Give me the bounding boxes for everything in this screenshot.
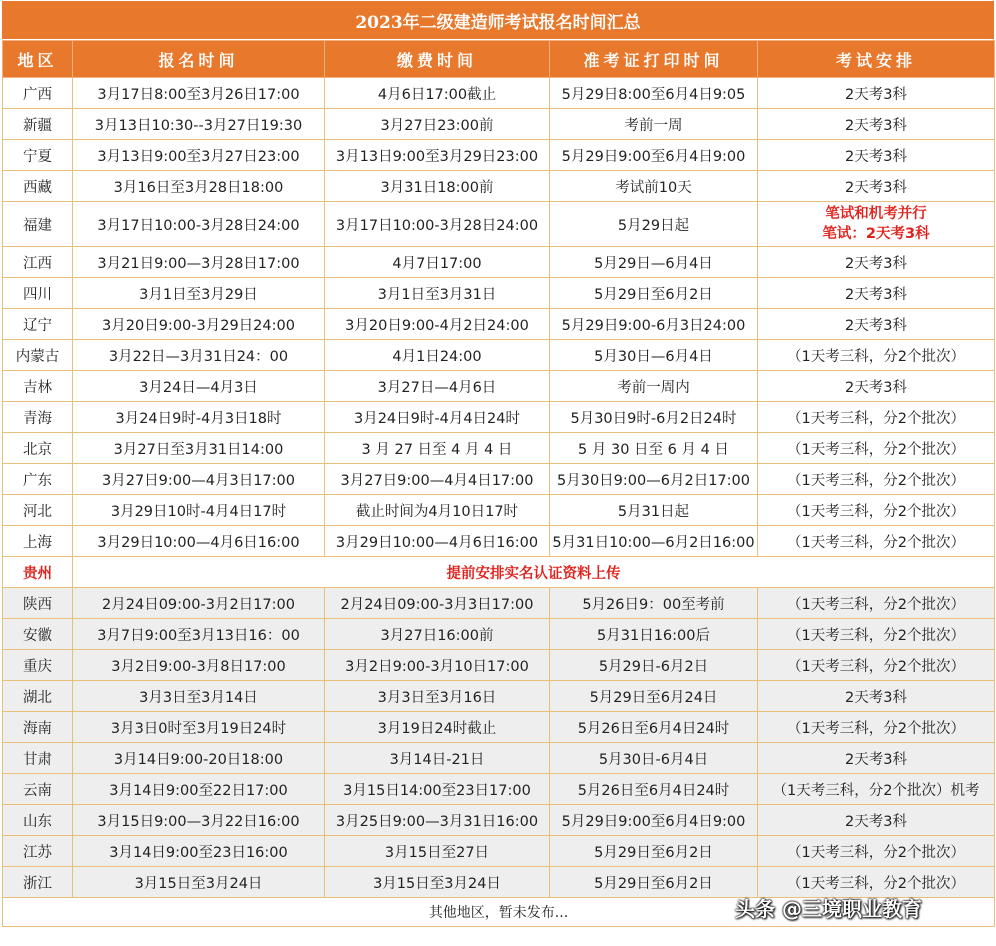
registration-cell: 3月15日至3月24日 <box>73 867 325 898</box>
registration-cell: 3月29日10时-4月4日17时 <box>73 495 325 526</box>
payment-cell: 3月2日9:00-3月10日17:00 <box>325 650 550 681</box>
ticket-cell: 5月29日9:00至6月4日9:00 <box>550 140 758 171</box>
table-row <box>3 526 995 557</box>
region-cell: 江苏 <box>3 836 73 867</box>
registration-cell: 3月14日9:00至23日16:00 <box>73 836 325 867</box>
registration-cell: 3月14日9:00至22日17:00 <box>73 774 325 805</box>
table-row <box>3 278 995 309</box>
ticket-cell: 5月29日至6月24日 <box>550 681 758 712</box>
table-row <box>3 433 995 464</box>
payment-cell: 3月14日-21日 <box>325 743 550 774</box>
region-cell: 江西 <box>3 247 73 278</box>
ticket-cell: 考试前10天 <box>550 171 758 202</box>
region-cell: 新疆 <box>3 109 73 140</box>
ticket-cell: 5月31日10:00—6月2日16:00 <box>550 526 758 557</box>
ticket-cell: 5月31日起 <box>550 495 758 526</box>
table-row <box>3 836 995 867</box>
region-cell: 广东 <box>3 464 73 495</box>
region-cell: 陕西 <box>3 588 73 619</box>
exam-cell: 2天考3科 <box>758 78 995 109</box>
table-row <box>3 109 995 140</box>
payment-cell: 4月1日24:00 <box>325 340 550 371</box>
table-row <box>3 588 995 619</box>
table-row <box>3 495 995 526</box>
payment-cell: 3月1日至3月31日 <box>325 278 550 309</box>
registration-cell: 3月1日至3月29日 <box>73 278 325 309</box>
exam-cell: 2天考3科 <box>758 109 995 140</box>
exam-cell: （1天考三科，分2个批次） <box>758 619 995 650</box>
registration-cell: 3月2日9:00-3月8日17:00 <box>73 650 325 681</box>
table-row <box>3 402 995 433</box>
region-cell: 河北 <box>3 495 73 526</box>
exam-cell: 2天考3科 <box>758 171 995 202</box>
exam-cell: 2天考3科 <box>758 247 995 278</box>
registration-cell: 3月7日9:00至3月13日16：00 <box>73 619 325 650</box>
table-row <box>3 78 995 109</box>
table-title: 2023年二级建造师考试报名时间汇总 <box>2 1 994 39</box>
payment-cell: 3月20日9:00-4月2日24:00 <box>325 309 550 340</box>
table-row <box>3 140 995 171</box>
ticket-cell: 5月29日9:00至6月4日9:00 <box>550 805 758 836</box>
registration-cell: 2月24日09:00-3月2日17:00 <box>73 588 325 619</box>
payment-cell: 3 月 27 日至 4 月 4 日 <box>325 433 550 464</box>
header-registration: 报名时间 <box>73 41 325 78</box>
registration-cell: 3月15日9:00—3月22日16:00 <box>73 805 325 836</box>
notice-cell: 提前安排实名认证资料上传 <box>73 557 995 588</box>
region-cell: 福建 <box>3 202 73 247</box>
region-cell: 重庆 <box>3 650 73 681</box>
region-cell: 山东 <box>3 805 73 836</box>
region-cell: 湖北 <box>3 681 73 712</box>
table-row <box>3 774 995 805</box>
exam-cell: （1天考三科，分2个批次） <box>758 588 995 619</box>
exam-cell: （1天考三科，分2个批次） <box>758 867 995 898</box>
ticket-cell: 5月31日16:00后 <box>550 619 758 650</box>
exam-cell: （1天考三科，分2个批次）机考 <box>758 774 995 805</box>
table-row <box>3 371 995 402</box>
registration-cell: 3月13日10:30--3月27日19:30 <box>73 109 325 140</box>
ticket-cell: 5月29日8:00至6月4日9:05 <box>550 78 758 109</box>
region-cell: 吉林 <box>3 371 73 402</box>
table-row <box>3 464 995 495</box>
region-cell: 安徽 <box>3 619 73 650</box>
ticket-cell: 5月29日起 <box>550 202 758 247</box>
exam-cell: （1天考三科，分2个批次） <box>758 712 995 743</box>
ticket-cell: 5月30日9时-6月2日24时 <box>550 402 758 433</box>
table-row <box>3 171 995 202</box>
ticket-cell: 5月29日-6月2日 <box>550 650 758 681</box>
payment-cell: 3月31日18:00前 <box>325 171 550 202</box>
payment-cell: 2月24日09:00-3月3日17:00 <box>325 588 550 619</box>
region-cell: 辽宁 <box>3 309 73 340</box>
region-cell: 浙江 <box>3 867 73 898</box>
exam-cell: （1天考三科，分2个批次） <box>758 495 995 526</box>
exam-cell: 2天考3科 <box>758 278 995 309</box>
payment-cell: 截止时间为4月10日17时 <box>325 495 550 526</box>
registration-cell: 3月29日10:00—4月6日16:00 <box>73 526 325 557</box>
exam-cell: 2天考3科 <box>758 805 995 836</box>
exam-cell: （1天考三科，分2个批次） <box>758 526 995 557</box>
payment-cell: 3月3日至3月16日 <box>325 681 550 712</box>
registration-cell: 3月3日至3月14日 <box>73 681 325 712</box>
table-row <box>3 340 995 371</box>
table-row <box>3 202 995 247</box>
registration-cell: 3月27日至3月31日14:00 <box>73 433 325 464</box>
payment-cell: 3月15日14:00至23日17:00 <box>325 774 550 805</box>
table-row <box>3 650 995 681</box>
exam-cell: 2天考3科 <box>758 309 995 340</box>
table-row <box>3 743 995 774</box>
region-cell: 青海 <box>3 402 73 433</box>
payment-cell: 3月15日至27日 <box>325 836 550 867</box>
registration-cell: 3月24日—4月3日 <box>73 371 325 402</box>
notice-row <box>3 557 995 588</box>
exam-cell: 2天考3科 <box>758 140 995 171</box>
registration-cell: 3月13日9:00至3月27日23:00 <box>73 140 325 171</box>
header-region: 地区 <box>3 41 73 78</box>
region-cell: 海南 <box>3 712 73 743</box>
ticket-cell: 5月29日至6月2日 <box>550 836 758 867</box>
exam-cell: 2天考3科 <box>758 743 995 774</box>
exam-cell: （1天考三科，分2个批次） <box>758 402 995 433</box>
region-cell: 北京 <box>3 433 73 464</box>
exam-cell: 2天考3科 <box>758 681 995 712</box>
registration-cell: 3月17日8:00至3月26日17:00 <box>73 78 325 109</box>
payment-cell: 3月25日9:00—3月31日16:00 <box>325 805 550 836</box>
region-cell: 内蒙古 <box>3 340 73 371</box>
payment-cell: 3月27日9:00—4月4日17:00 <box>325 464 550 495</box>
region-cell: 广西 <box>3 78 73 109</box>
table-row <box>3 712 995 743</box>
ticket-cell: 5月30日9:00—6月2日17:00 <box>550 464 758 495</box>
table-row <box>3 247 995 278</box>
payment-cell: 3月27日23:00前 <box>325 109 550 140</box>
region-cell: 四川 <box>3 278 73 309</box>
payment-cell: 3月17日10:00-3月28日24:00 <box>325 202 550 247</box>
table-row <box>3 619 995 650</box>
exam-note-line: 笔试：2天考3科 <box>822 226 930 242</box>
ticket-cell: 5月26日9：00至考前 <box>550 588 758 619</box>
header-payment: 缴费时间 <box>325 41 550 78</box>
registration-cell: 3月14日9:00-20日18:00 <box>73 743 325 774</box>
payment-cell: 3月13日9:00至3月29日23:00 <box>325 140 550 171</box>
ticket-cell: 5 月 30 日至 6 月 4 日 <box>550 433 758 464</box>
payment-cell: 3月19日24时截止 <box>325 712 550 743</box>
registration-cell: 3月20日9:00-3月29日24:00 <box>73 309 325 340</box>
region-cell: 甘肃 <box>3 743 73 774</box>
ticket-cell: 5月29日—6月4日 <box>550 247 758 278</box>
ticket-cell: 5月30日-6月4日 <box>550 743 758 774</box>
registration-cell: 3月24日9时-4月3日18时 <box>73 402 325 433</box>
registration-cell: 3月17日10:00-3月28日24:00 <box>73 202 325 247</box>
region-cell: 贵州 <box>3 557 73 588</box>
ticket-cell: 5月29日至6月2日 <box>550 278 758 309</box>
header-row <box>3 41 995 78</box>
exam-cell: （1天考三科，分2个批次） <box>758 464 995 495</box>
source-watermark: 头条 @三境职业教育 <box>735 897 922 921</box>
exam-note-cell <box>758 202 995 247</box>
ticket-cell: 5月26日至6月4日24时 <box>550 774 758 805</box>
ticket-cell: 5月29日9:00-6月3日24:00 <box>550 309 758 340</box>
registration-cell: 3月3日0时至3月19日24时 <box>73 712 325 743</box>
header-admission-ticket: 准考证打印时间 <box>550 41 758 78</box>
table-row <box>3 681 995 712</box>
payment-cell: 3月27日16:00前 <box>325 619 550 650</box>
ticket-cell: 考前一周 <box>550 109 758 140</box>
exam-cell: 2天考3科 <box>758 371 995 402</box>
payment-cell: 4月6日17:00截止 <box>325 78 550 109</box>
table-row <box>3 805 995 836</box>
exam-cell: （1天考三科，分2个批次） <box>758 433 995 464</box>
ticket-cell: 5月30日—6月4日 <box>550 340 758 371</box>
region-cell: 宁夏 <box>3 140 73 171</box>
region-cell: 云南 <box>3 774 73 805</box>
payment-cell: 3月29日10:00—4月6日16:00 <box>325 526 550 557</box>
header-exam-arrangement: 考试安排 <box>758 41 995 78</box>
ticket-cell: 考前一周内 <box>550 371 758 402</box>
schedule-table <box>2 40 995 927</box>
registration-cell: 3月27日9:00—4月3日17:00 <box>73 464 325 495</box>
registration-cell: 3月21日9:00—3月28日17:00 <box>73 247 325 278</box>
ticket-cell: 5月29日至6月2日 <box>550 867 758 898</box>
registration-cell: 3月22日—3月31日24：00 <box>73 340 325 371</box>
payment-cell: 3月24日9时-4月4日24时 <box>325 402 550 433</box>
registration-cell: 3月16日至3月28日18:00 <box>73 171 325 202</box>
exam-note-line: 笔试和机考并行 <box>825 206 927 222</box>
payment-cell: 3月27日—4月6日 <box>325 371 550 402</box>
payment-cell: 4月7日17:00 <box>325 247 550 278</box>
ticket-cell: 5月26日至6月4日24时 <box>550 712 758 743</box>
region-cell: 西藏 <box>3 171 73 202</box>
exam-cell: （1天考三科，分2个批次） <box>758 836 995 867</box>
region-cell: 上海 <box>3 526 73 557</box>
footer-note: 其他地区，暂未发布... <box>3 898 995 927</box>
table-row <box>3 309 995 340</box>
exam-cell: （1天考三科，分2个批次） <box>758 340 995 371</box>
exam-cell: （1天考三科，分2个批次） <box>758 650 995 681</box>
payment-cell: 3月15日至3月24日 <box>325 867 550 898</box>
